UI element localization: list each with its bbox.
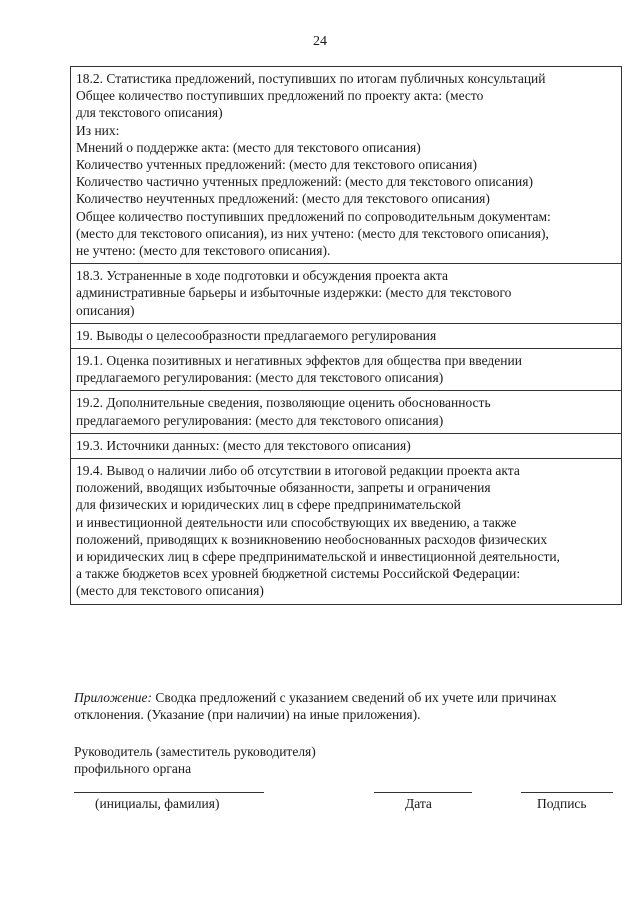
section-line: (место для текстового описания) (76, 583, 264, 599)
section-line: Количество частично учтенных предложений: (место для текстового описания) (76, 174, 533, 190)
sign-signature-line (521, 792, 613, 793)
section-line: Мнений о поддержке акта: (место для текстового описания) (76, 139, 421, 155)
section-line: 19. Выводы о целесообразности предлагаемого регулирования (76, 327, 437, 343)
sign-caption: Подпись (537, 796, 587, 811)
name-caption: (инициалы, фамилия) (95, 796, 220, 811)
section-line: 19.3. Источники данных: (место для текстового описания) (76, 437, 411, 453)
section-cell-19-4 (71, 459, 622, 605)
section-line: описания) (76, 302, 135, 318)
section-cell-18-2 (71, 67, 622, 264)
section-line: Общее количество поступивших предложений по проекту акта: (место (76, 88, 484, 104)
section-line: для текстового описания) (76, 105, 223, 121)
section-line: 18.3. Устраненные в ходе подготовки и обсуждения проекта акта (76, 268, 448, 284)
section-line: не учтено: (место для текстового описания). (76, 243, 331, 259)
appendix-line-2: отклонения. (Указание (при наличии) на иные приложения). (74, 707, 421, 723)
appendix-line-1 (74, 689, 622, 706)
section-cell-19 (71, 323, 622, 348)
section-row-18-2 (71, 67, 622, 264)
section-row-18-3 (71, 264, 622, 324)
section-line: Количество учтенных предложений: (место для текстового описания) (76, 157, 477, 173)
section-line: Общее количество поступивших предложений по сопроводительным документам: (76, 208, 551, 224)
signer-organ: профильного органа (74, 761, 192, 777)
section-line: Количество неучтенных предложений: (место для текстового описания) (76, 191, 490, 207)
section-row-19-2 (71, 391, 622, 433)
appendix-note (74, 689, 622, 723)
section-line: предлагаемого регулирования: (место для текстового описания) (76, 412, 444, 428)
name-signature-line (74, 792, 264, 793)
section-row-19-1 (71, 349, 622, 391)
section-line: положений, вводящих избыточные обязанности, запреты и ограничения (76, 480, 491, 496)
section-line: 19.1. Оценка позитивных и негативных эффектов для общества при введении (76, 353, 522, 369)
signer-title: Руководитель (заместитель руководителя) (74, 744, 316, 759)
appendix-label: Приложение: (74, 690, 153, 705)
signer-block (74, 743, 316, 777)
section-row-19 (71, 323, 622, 348)
section-row-19-4 (71, 459, 622, 605)
section-line: 19.2. Дополнительные сведения, позволяющие оценить обоснованность (76, 395, 491, 411)
section-cell-19-2 (71, 391, 622, 433)
section-row-19-3 (71, 433, 622, 458)
appendix-text: Сводка предложений с указанием сведений об их учете или причинах (152, 690, 557, 705)
section-cell-18-3 (71, 264, 622, 324)
date-signature-line (374, 792, 472, 793)
date-caption: Дата (405, 796, 432, 811)
section-line: 18.2. Статистика предложений, поступивших по итогам публичных консультаций (76, 71, 546, 86)
section-line: 19.4. Вывод о наличии либо об отсутствии в итоговой редакции проекта акта (76, 463, 520, 479)
section-cell-19-3 (71, 433, 622, 458)
section-line: предлагаемого регулирования: (место для текстового описания) (76, 370, 444, 386)
report-table (70, 66, 622, 605)
section-line: а также бюджетов всех уровней бюджетной системы Российской Федерации: (76, 566, 521, 582)
page-number: 24 (313, 34, 327, 49)
section-line: Из них: (76, 122, 120, 138)
report-table-body (71, 67, 622, 605)
section-cell-19-1 (71, 349, 622, 391)
section-line: и юридических лиц в сфере предпринимательской и инвестиционной деятельности, (76, 549, 560, 565)
section-line: (место для текстового описания), из них учтено: (место для текстового описания), (76, 225, 549, 241)
section-line: и инвестиционной деятельности или способствующих их введению, а также (76, 514, 517, 530)
section-line: для физических и юридических лиц в сфере предпринимательской (76, 497, 461, 513)
section-line: административные барьеры и избыточные издержки: (место для текстового (76, 285, 512, 301)
section-line: положений, приводящих к возникновению необоснованных расходов физических (76, 531, 548, 547)
